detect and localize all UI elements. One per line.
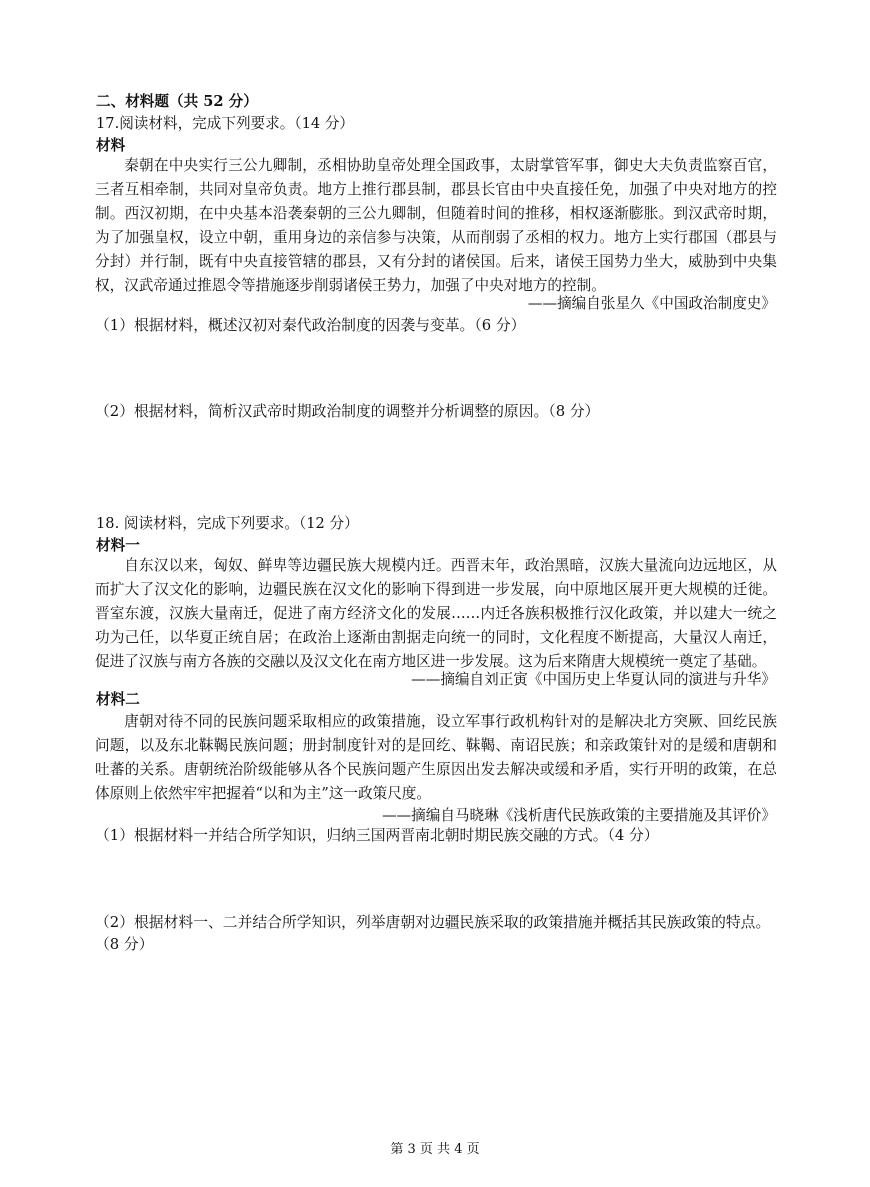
q18-title: 18. 阅读材料，完成下列要求。（12 分） xyxy=(96,515,359,532)
section-title: 二、材料题（共 52 分） xyxy=(96,93,258,110)
q18-m1-source: ——摘编自刘正寅《中国历史上华夏认同的演进与升华》 xyxy=(411,671,776,688)
q18-m2-text: 唐朝对待不同的民族问题采取相应的政策措施，设立军事行政机构针对的是解决北方突厥、回纥民族问题，以及东北靺鞨民族问题；册封制度针对的是回纥、靺鞨、南诏民族；和亲政策针对的是缓和唐朝和吐蕃的关系。唐朝统治阶级能够从各个民族问题产生原因出发去解决或缓和矛盾，实行开明的政策，在总体原则上依然牢牢把握着“以和为主”这一政策尺度。 xyxy=(95,713,777,802)
q18-m1-label: 材料一 xyxy=(96,537,140,554)
q18-m2-label: 材料二 xyxy=(96,691,140,708)
page-footer: 第 3 页 共 4 页 xyxy=(390,1142,480,1157)
q17-sub2: （2）根据材料，简析汉武帝时期政治制度的调整并分析调整的原因。（8 分） xyxy=(95,403,600,420)
q18-m2-source: ——摘编自马晓琳《浅析唐代民族政策的主要措施及其评价》 xyxy=(381,807,776,824)
q17-material-label: 材料 xyxy=(96,137,126,154)
q18-m1-text: 自东汉以来，匈奴、鲜卑等边疆民族大规模内迁。西晋末年，政治黑暗，汉族大量流向边远地区，从而扩大了汉文化的影响，边疆民族在汉文化的影响下得到进一步发展，向中原地区展开更大规模的迁徙。晋室东渡，汉族大量南迁，促进了南方经济文化的发展……内迁各族积极推行汉化政策，并以建大一统之功为己任，以华夏正统自居；在政治上逐渐由割据走向统一的同时，文化程度不断提高，大量汉人南迁，促进了汉族与南方各族的交融以及汉文化在南方地区进一步发展。这为后来隋唐大规模统一奠定了基础。 xyxy=(95,557,777,670)
q17-title: 17.阅读材料，完成下列要求。（14 分） xyxy=(96,115,355,132)
q17-source: ——摘编自张星久《中国政治制度史》 xyxy=(527,295,776,312)
q17-material-text: 秦朝在中央实行三公九卿制，丞相协助皇帝处理全国政事，太尉掌管军事，御史大夫负责监察百官，三者互相牵制，共同对皇帝负责。地方上推行郡县制，郡县长官由中央直接任免，加强了中央对地方的控制。西汉初期，在中央基本沿袭秦朝的三公九卿制，但随着时间的推移，相权逐渐膨胀。到汉武帝时期，为了加强皇权，设立中朝，重用身边的亲信参与决策，从而削弱了丞相的权力。地方上实行郡国（郡县与分封）并行制，既有中央直接管辖的郡县，又有分封的诸侯国。后来，诸侯王国势力坐大，威胁到中央集权，汉武帝通过推恩令等措施逐步削弱诸侯王势力，加强了中央对地方的控制。 xyxy=(95,157,777,294)
q18-sub2: （2）根据材料一、二并结合所学知识，列举唐朝对边疆民族采取的政策措施并概括其民族政策的特点。（8 分） xyxy=(95,914,771,953)
q18-sub1: （1）根据材料一并结合所学知识，归纳三国两晋南北朝时期民族交融的方式。（4 分） xyxy=(95,827,659,844)
q17-sub1: （1）根据材料，概述汉初对秦代政治制度的因袭与变革。（6 分） xyxy=(95,317,526,334)
